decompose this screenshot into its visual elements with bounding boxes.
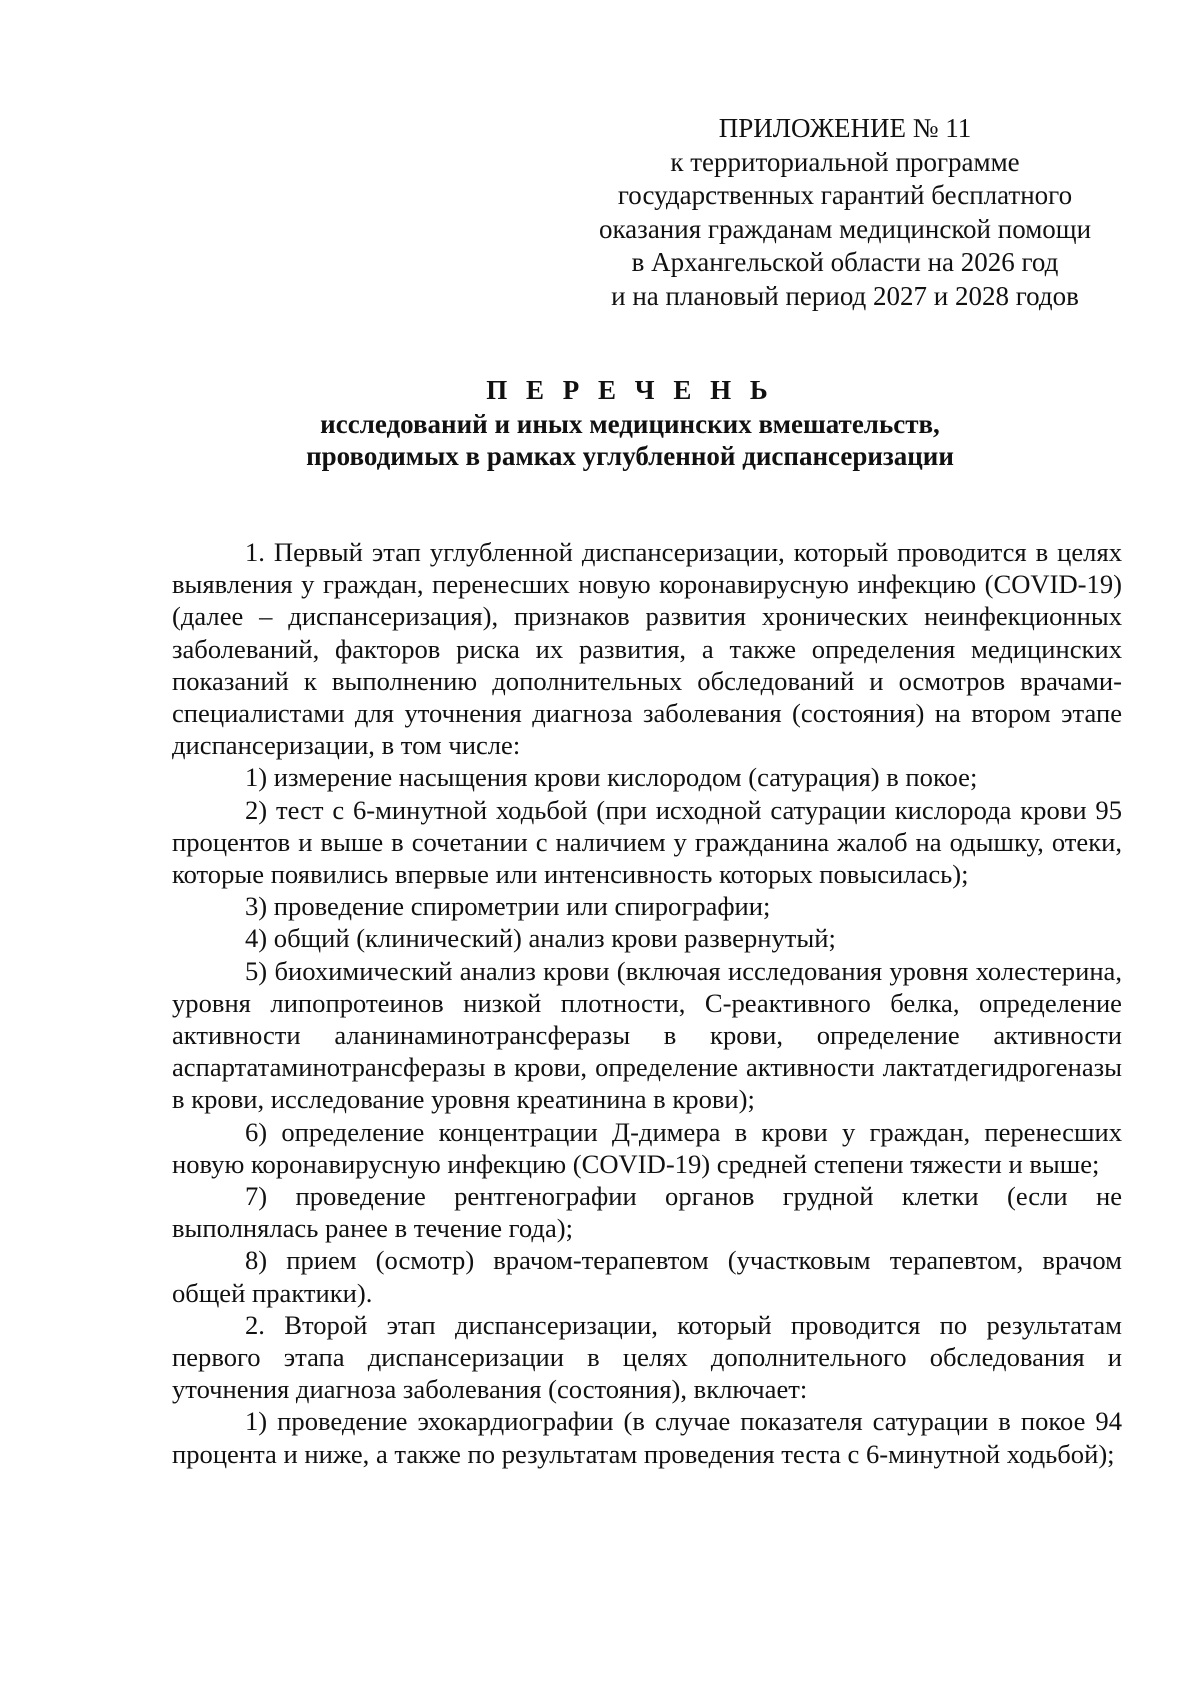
list-item: 4) общий (клинический) анализ крови развернутый; <box>245 923 836 954</box>
list-item: 1) измерение насыщения крови кислородом (сатурация) в покое; <box>245 762 978 793</box>
document-subtitle-line: проводимых в рамках углубленной диспансеризации <box>306 441 954 471</box>
document-subtitle-line: исследований и иных медицинских вмешательств, <box>320 409 940 439</box>
list-item: 7) проведение рентгенографии органов грудной клетки (если не выполнялась ранее в течение года); <box>172 1181 1122 1244</box>
paragraph-stage-2: 2. Второй этап диспансеризации, который проводится по результатам первого этапа диспансеризации в целях дополнительного обследования и уточнения диагноза заболевания (состояния), включает: <box>172 1309 1122 1405</box>
list-item: 6) определение концентрации Д-димера в крови у граждан, перенесших новую коронавирусную инфекцию (COVID-19) средней степени тяжести и выше; <box>172 1116 1122 1179</box>
list-item: 1) проведение эхокардиографии (в случае показателя сатурации в покое 94 процента и ниже, а также по результатам проведения теста с 6-минутной ходьбой); <box>172 1406 1122 1469</box>
list-item: 3) проведение спирометрии или спирографии; <box>245 891 771 922</box>
appendix-line: к территориальной программе <box>670 146 1020 177</box>
list-item: 2) тест с 6-минутной ходьбой (при исходной сатурации кислорода крови 95 процентов и выше в сочетании с наличием у гражданина жалоб на одышку, отеки, которые появились впервые или интенсивность которых повысилась); <box>172 794 1122 890</box>
document-title: П Е Р Е Ч Е Н Ь <box>486 375 774 405</box>
document-heading <box>240 374 1020 472</box>
appendix-line: и на плановый период 2027 и 2028 годов <box>611 280 1079 311</box>
list-item: 8) прием (осмотр) врачом-терапевтом (участковым терапевтом, врачом общей практики). <box>172 1245 1122 1308</box>
appendix-number: ПРИЛОЖЕНИЕ № 11 <box>718 113 972 143</box>
appendix-header <box>575 112 1115 313</box>
list-item: 5) биохимический анализ крови (включая исследования уровня холестерина, уровня липопротеинов низкой плотности, С-реактивного белка, определение активности аланинаминотрансферазы в крови, определение активности аспартатаминотрансферазы в крови, определение активности лактатдегидрогеназы в крови, исследование уровня креатинина в крови); <box>172 955 1122 1115</box>
paragraph-stage-1: 1. Первый этап углубленной диспансеризации, который проводится в целях выявления у граждан, перенесших новую коронавирусную инфекцию (COVID-19) (далее – диспансеризация), признаков развития хронических неинфекционных заболеваний, факторов риска их развития, а также определения медицинских показаний к выполнению дополнительных обследований и осмотров врачами-специалистами для уточнения диагноза заболевания (состояния) на втором этапе диспансеризации, в том числе: <box>172 537 1122 761</box>
appendix-line: государственных гарантий бесплатного <box>617 180 1073 210</box>
appendix-line: оказания гражданам медицинской помощи <box>598 213 1092 244</box>
appendix-line: в Архангельской области на 2026 год <box>631 247 1059 277</box>
document-body <box>172 536 1122 1470</box>
